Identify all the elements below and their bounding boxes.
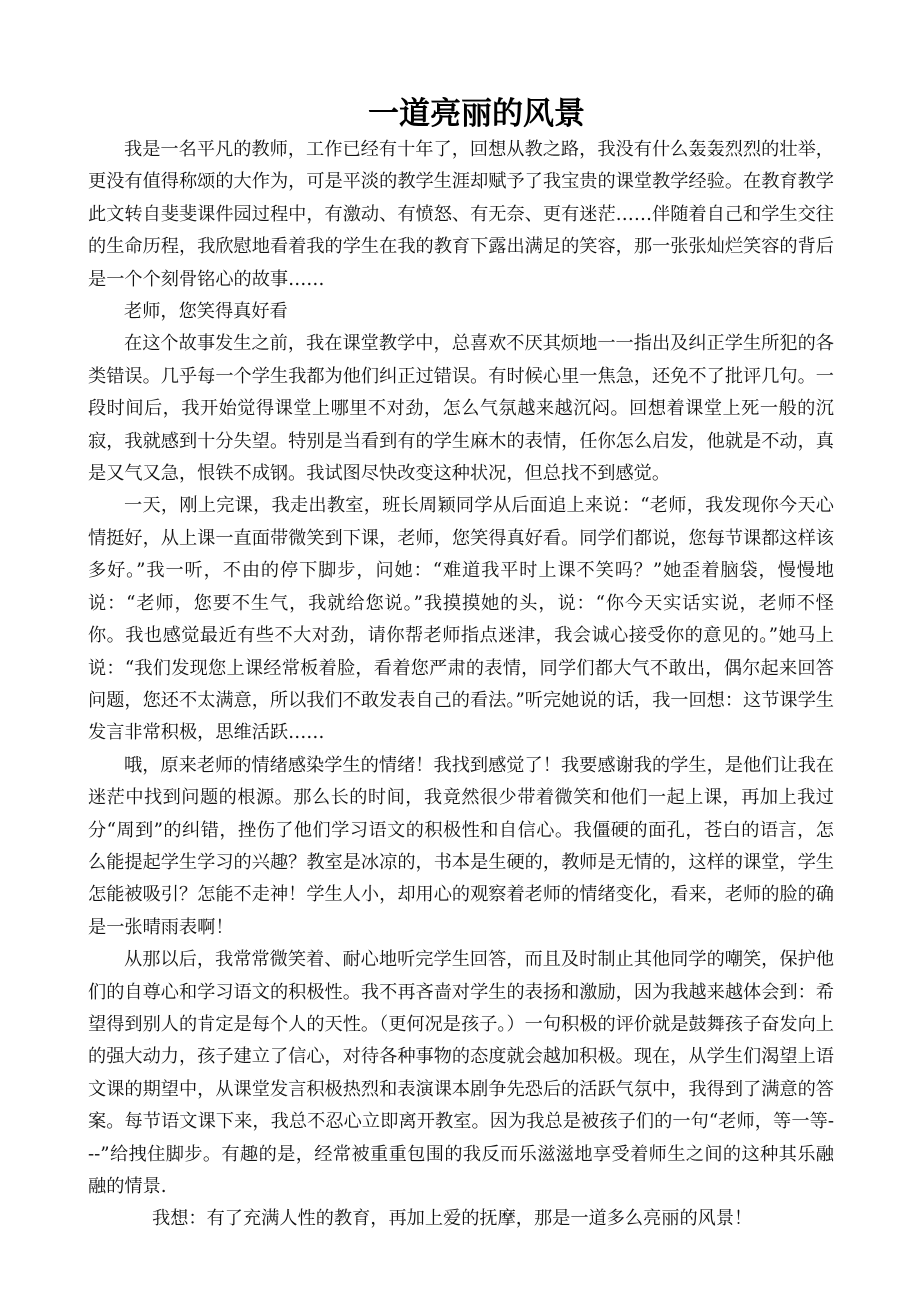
paragraph-before-story: 在这个故事发生之前，我在课堂教学中，总喜欢不厌其烦地一一指出及纠正学生所犯的各类错误。几乎每一个学生我都为他们纠正过错误。有时候心里一焦急，还免不了批评几句。一段时间后，我开始觉得课堂上哪里不对劲，怎么气氛越来越沉闷。回想着课堂上死一般的沉寂，我就感到十分失望。特别是当看到有的学生麻木的表情，任你怎么启发，他就是不动，真是又气又急，恨铁不成钢。我试图尽快改变这种状况，但总找不到感觉。 xyxy=(88,333,834,485)
article-body xyxy=(88,134,834,1236)
paragraph-change: 从那以后，我常常微笑着、耐心地听完学生回答，而且及时制止其他同学的嘲笑，保护他们的自尊心和学习语文的积极性。我不再吝啬对学生的表扬和激励，因为我越来越体会到：希望得到别人的肯定是每个人的天性。（更何况是孩子。）一句积极的评价就是鼓舞孩子奋发向上的强大动力，孩子建立了信心，对待各种事物的态度就会越加积极。现在，从学生们渴望上语文课的期望中，从课堂发言积极热烈和表演课本剧争先恐后的活跃气氛中，我得到了满意的答案。每节语文课下来，我总不忍心立即离开教室。因为我总是被孩子们的一句“老师，等一等---”给拽住脚步。有趣的是，经常被重重包围的我反而乐滋滋地享受着师生之间的这种其乐融融的情景. xyxy=(88,949,834,1197)
paragraph-closing: 我想：有了充满人性的教育，再加上爱的抚摩，那是一道多么亮丽的风景！ xyxy=(152,1208,753,1230)
document-title: 一道亮丽的风景 xyxy=(368,96,585,132)
paragraph-intro: 我是一名平凡的教师，工作已经有十年了，回想从教之路，我没有什么轰轰烈烈的壮举，更没有值得称颂的大作为，可是平淡的教学生涯却赋予了我宝贵的课堂教学经验。在教育教学此文转自斐斐课件园过程中，有激动、有愤怒、有无奈、更有迷茫……伴随着自己和学生交往的生命历程，我欣慰地看着我的学生在我的教育下露出满足的笑容，那一张张灿烂笑容的背后是一个个刻骨铭心的故事…… xyxy=(88,139,834,290)
section-heading: 老师，您笑得真好看 xyxy=(124,301,288,323)
paragraph-reflection: 哦，原来老师的情绪感染学生的情绪！我找到感觉了！我要感谢我的学生，是他们让我在迷茫中找到问题的根源。那么长的时间，我竟然很少带着微笑和他们一起上课，再加上我过分“周到”的纠错，挫伤了他们学习语文的积极性和自信心。我僵硬的面孔，苍白的语言，怎么能提起学生学习的兴趣？教室是冰凉的，书本是生硬的，教师是无情的，这样的课堂，学生怎能被吸引？怎能不走神！学生人小，却用心的观察着老师的情绪变化，看来，老师的脸的确是一张晴雨表啊！ xyxy=(88,754,834,938)
paragraph-story: 一天，刚上完课，我走出教室，班长周颖同学从后面追上来说：“老师，我发现你今天心情挺好，从上课一直面带微笑到下课，老师，您笑得真好看。同学们都说，您每节课都这样该多好。”我一听，不由的停下脚步，问她：“难道我平时上课不笑吗？”她歪着脑袋，慢慢地说：“老师，您要不生气，我就给您说。”我摸摸她的头，说：“你今天实话实说，老师不怪你。我也感觉最近有些不大对劲，请你帮老师指点迷津，我会诚心接受你的意见的。”她马上说：“我们发现您上课经常板着脸，看着您严肃的表情，同学们都大气不敢出，偶尔起来回答问题，您还不太满意，所以我们不敢发表自己的看法。”听完她说的话，我一回想：这节课学生发言非常积极，思维活跃…… xyxy=(88,495,834,744)
